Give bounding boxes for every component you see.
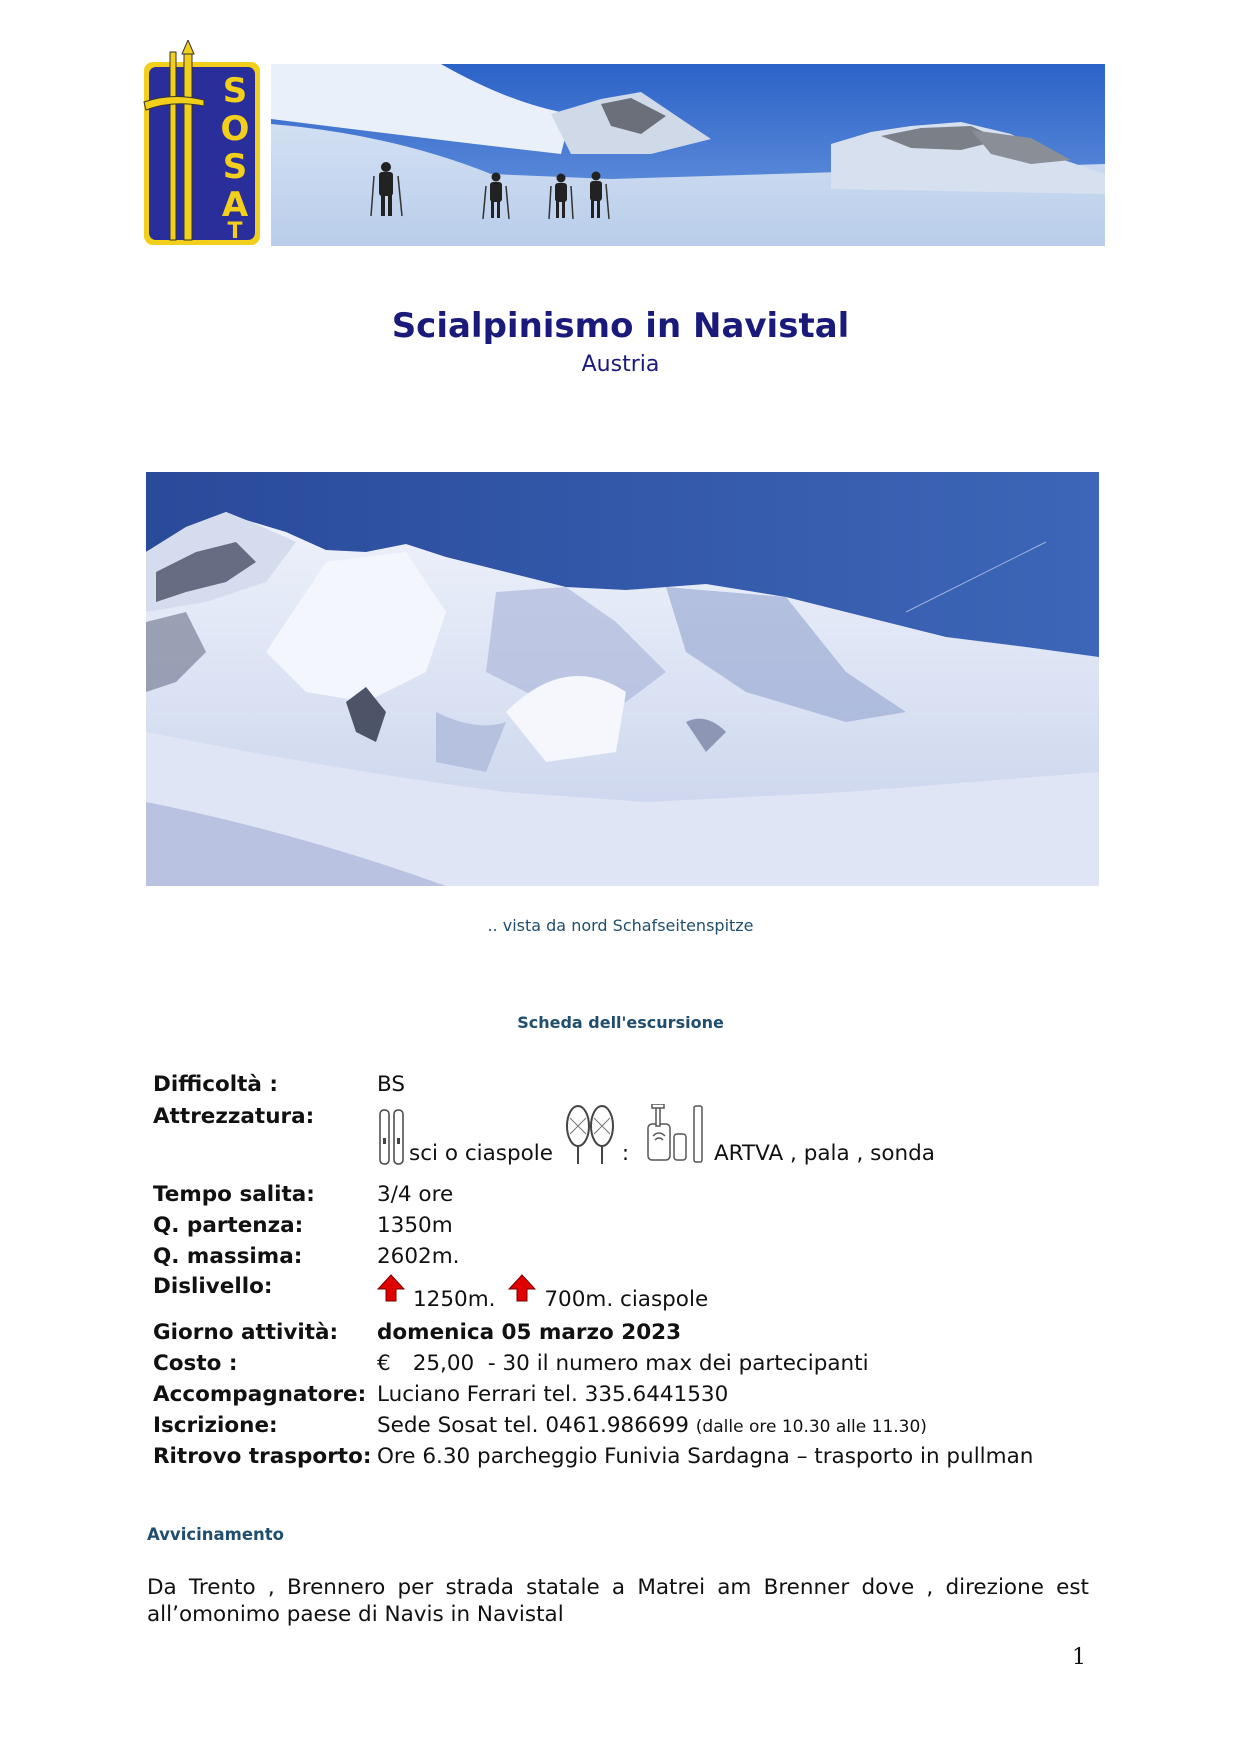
photo-caption: .. vista da nord Schafseitenspitze (487, 916, 754, 935)
avvicinamento-heading: Avvicinamento (147, 1525, 285, 1544)
value-giorno: domenica 05 marzo 2023 (377, 1320, 682, 1345)
currency-symbol: € (377, 1351, 391, 1376)
label-giorno: Giorno attività: (153, 1320, 339, 1345)
row-attrezzatura (153, 1104, 1093, 1176)
label-massima: Q. massima: (153, 1244, 303, 1269)
logo-letter-t: T (227, 219, 243, 244)
logo-letter-o: O (220, 109, 250, 149)
label-iscrizione: Iscrizione: (153, 1413, 278, 1438)
value-partenza: 1350m (377, 1213, 453, 1238)
logo-letter-a: A (221, 185, 249, 225)
arrow-up-icon (508, 1274, 536, 1302)
value-dislivello-2: 700m. ciaspole (544, 1287, 709, 1312)
logo-letter-s1: S (222, 71, 248, 111)
ski-text: sci o ciaspole (409, 1141, 553, 1166)
value-accompagnatore: Luciano Ferrari tel. 335.6441530 (377, 1382, 729, 1407)
gear-text: ARTVA , pala , sonda (713, 1141, 935, 1166)
iscrizione-note: (dalle ore 10.30 alle 11.30) (695, 1417, 927, 1437)
mountain-photo (146, 472, 1099, 886)
label-tempo: Tempo salita: (153, 1182, 315, 1207)
sosat-logo (142, 40, 262, 247)
value-ritrovo: Ore 6.30 parcheggio Funivia Sardagna – trasporto in pullman (377, 1444, 1034, 1469)
logo-letter-s2: S (222, 147, 248, 187)
dislivello-value (377, 1274, 709, 1312)
attrezzatura-colon: : (621, 1141, 630, 1166)
value-difficolta: BS (377, 1072, 406, 1097)
section-title: Scheda dell'escursione (517, 1013, 724, 1032)
value-iscrizione: Sede Sosat tel. 0461.986699 (377, 1413, 689, 1438)
row-dislivello (153, 1274, 1093, 1314)
ski-icon (377, 1108, 407, 1166)
label-dislivello: Dislivello: (153, 1274, 273, 1299)
header-banner-image (271, 64, 1105, 246)
snowshoes-icon (564, 1104, 616, 1166)
costo-value (377, 1351, 869, 1376)
artva-shovel-probe-icon (644, 1104, 710, 1166)
page-title: Scialpinismo in Navistal (391, 306, 850, 346)
attrezzatura-value (377, 1104, 935, 1166)
page-subtitle: Austria (581, 352, 660, 377)
avvicinamento-text: Da Trento , Brennero per strada statale a Matrei am Brenner dove , direzione est all’omonimo paese di Navis in Navistal (147, 1575, 1089, 1627)
value-tempo: 3/4 ore (377, 1182, 454, 1207)
label-costo: Costo : (153, 1351, 238, 1376)
value-dislivello-1: 1250m. (413, 1287, 496, 1312)
arrow-up-icon (377, 1274, 405, 1302)
label-difficolta: Difficoltà : (153, 1072, 278, 1097)
value-costo: 25,00 - 30 il numero max dei partecipanti (412, 1351, 869, 1376)
page-number: 1 (1072, 1645, 1086, 1670)
label-attrezzatura: Attrezzatura: (153, 1104, 315, 1129)
iscrizione-value (377, 1413, 927, 1438)
label-partenza: Q. partenza: (153, 1213, 304, 1238)
label-ritrovo: Ritrovo trasporto: (153, 1444, 372, 1469)
label-accompagnatore: Accompagnatore: (153, 1382, 367, 1407)
value-massima: 2602m. (377, 1244, 460, 1269)
